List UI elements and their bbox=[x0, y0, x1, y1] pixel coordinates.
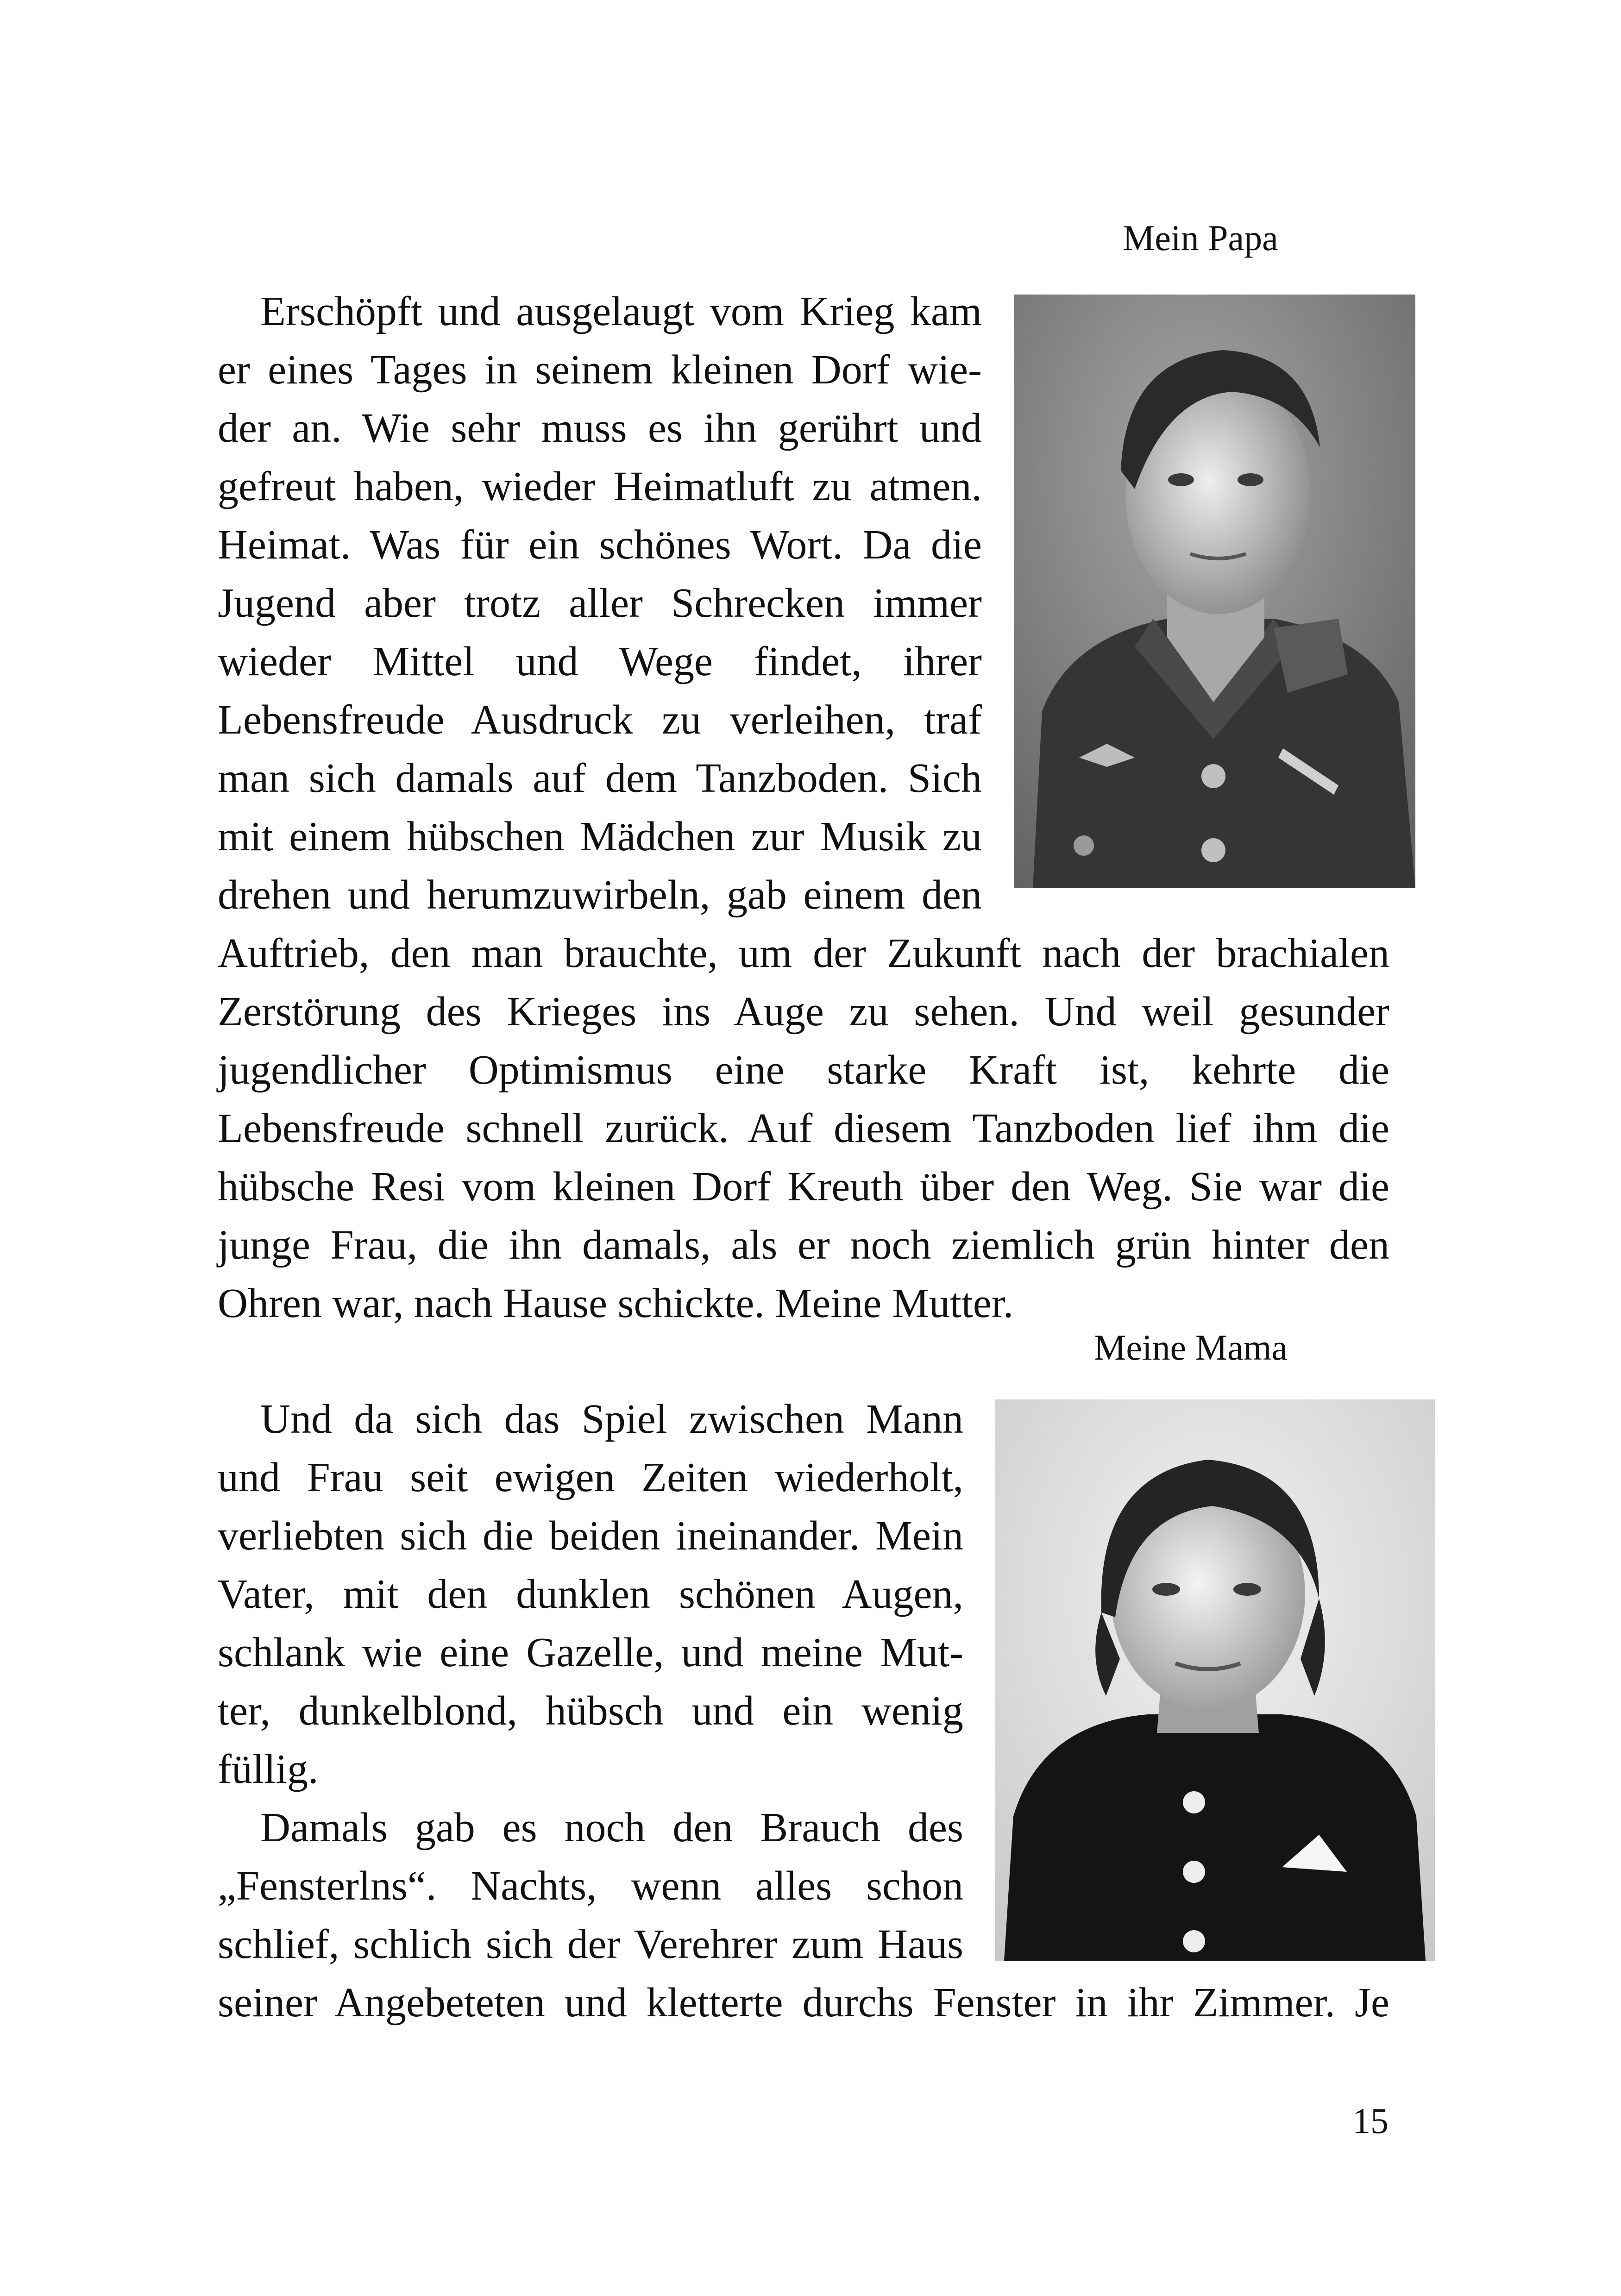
text-line: gefreut haben, wieder Heimatluft zu atmen. bbox=[218, 464, 982, 509]
text-line: verliebten sich die beiden ineinander. Mein bbox=[218, 1513, 963, 1559]
text-line: und Frau seit ewigen Zeiten wiederholt, bbox=[218, 1455, 963, 1500]
text-line: seiner Angebeteten und kletterte durchs Fenster in ihr Zimmer. Je bbox=[218, 1980, 1389, 2026]
text-line: Jugend aber trotz aller Schrecken immer bbox=[218, 580, 982, 626]
caption-mama: Meine Mama bbox=[1094, 1327, 1288, 1368]
portrait-photo-mama bbox=[995, 1399, 1435, 1961]
text-line: Auftrieb, den man brauchte, um der Zukunft nach der brachialen bbox=[218, 930, 1389, 976]
text-line: Heimat. Was für ein schönes Wort. Da die bbox=[218, 522, 982, 568]
text-line: Zerstörung des Krieges ins Auge zu sehen. Und weil gesunder bbox=[218, 989, 1389, 1035]
portrait-mama-image bbox=[995, 1399, 1435, 1961]
text-line: drehen und herumzuwirbeln, gab einem den bbox=[218, 872, 982, 918]
text-line: Vater, mit den dunklen schönen Augen, bbox=[218, 1571, 963, 1617]
text-line: Damals gab es noch den Brauch des bbox=[260, 1805, 963, 1851]
portrait-papa-image bbox=[1014, 295, 1415, 888]
text-line: wieder Mittel und Wege findet, ihrer bbox=[218, 639, 982, 684]
text-line: hübsche Resi vom kleinen Dorf Kreuth über den Weg. Sie war die bbox=[218, 1164, 1389, 1210]
text-line: er eines Tages in seinem kleinen Dorf wie- bbox=[218, 347, 982, 393]
caption-papa: Mein Papa bbox=[1123, 218, 1278, 258]
portrait-photo-papa bbox=[1014, 295, 1415, 888]
text-line: Lebensfreude Ausdruck zu verleihen, traf bbox=[218, 697, 982, 743]
text-line: Lebensfreude schnell zurück. Auf diesem Tanzboden lief ihm die bbox=[218, 1105, 1389, 1151]
text-line: füllig. bbox=[218, 1746, 319, 1792]
text-line: der an. Wie sehr muss es ihn gerührt und bbox=[218, 405, 982, 451]
text-line: Erschöpft und ausgelaugt vom Krieg kam bbox=[260, 289, 982, 334]
text-line: man sich damals auf dem Tanzboden. Sich bbox=[218, 755, 982, 801]
text-line: schlank wie eine Gazelle, und meine Mut- bbox=[218, 1630, 963, 1675]
text-line: junge Frau, die ihn damals, als er noch ziemlich grün hinter den bbox=[218, 1222, 1389, 1268]
text-line: schlief, schlich sich der Verehrer zum Haus bbox=[218, 1921, 963, 1967]
text-line: mit einem hübschen Mädchen zur Musik zu bbox=[218, 814, 982, 859]
text-line: jugendlicher Optimismus eine starke Kraft ist, kehrte die bbox=[218, 1047, 1389, 1093]
page-number: 15 bbox=[1352, 2101, 1389, 2141]
text-line: ter, dunkelblond, hübsch und ein wenig bbox=[218, 1688, 963, 1734]
text-line: „Fensterlns“. Nachts, wenn alles schon bbox=[218, 1863, 963, 1909]
text-line: Und da sich das Spiel zwischen Mann bbox=[260, 1396, 963, 1442]
text-line: Ohren war, nach Hause schickte. Meine Mutter. bbox=[218, 1280, 1014, 1326]
